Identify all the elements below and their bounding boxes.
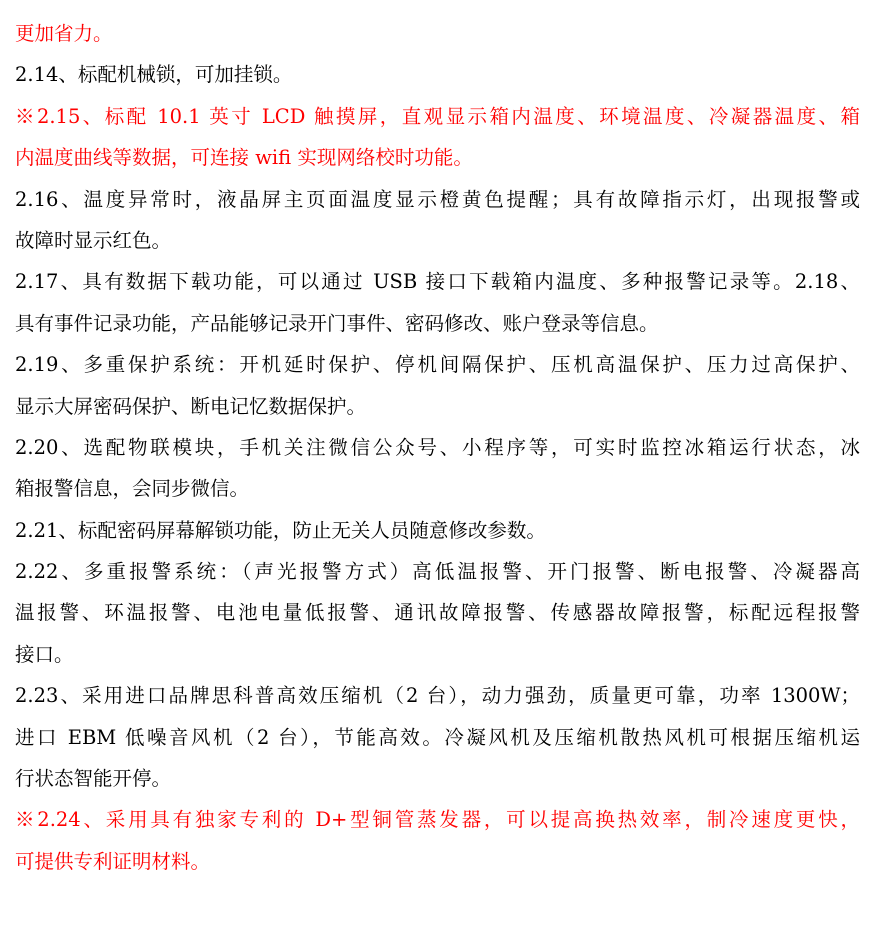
- text-line: 2.19、多重保护系统：开机延时保护、停机间隔保护、压机高温保护、压力过高保护、: [15, 353, 860, 377]
- text-line: 故障时显示红色。: [15, 228, 172, 252]
- text-line: 2.23、采用进口品牌思科普高效压缩机（2 台），动力强劲，质量更可靠，功率 1300W；: [15, 684, 860, 708]
- text-line: 具有事件记录功能，产品能够记录开门事件、密码修改、账户登录等信息。: [15, 311, 659, 335]
- text-line: 箱报警信息，会同步微信。: [15, 477, 250, 501]
- text-line: 进口 EBM 低噪音风机（2 台），节能高效。冷凝风机及压缩机散热风机可根据压缩机运: [15, 725, 860, 749]
- text-line: 更加省力。: [15, 22, 113, 45]
- text-line: 行状态智能开停。: [15, 767, 172, 791]
- text-line: 可提供专利证明材料。: [15, 849, 211, 873]
- text-line: 2.20、选配物联模块，手机关注微信公众号、小程序等，可实时监控冰箱运行状态，冰: [15, 435, 860, 459]
- text-line: ※2.24、采用具有独家专利的 D+型铜管蒸发器，可以提高换热效率，制冷速度更快，: [15, 808, 860, 832]
- text-line: 2.22、多重报警系统：（声光报警方式）高低温报警、开门报警、断电报警、冷凝器高: [15, 560, 860, 584]
- text-line: 2.21、标配密码屏幕解锁功能，防止无关人员随意修改参数。: [15, 518, 546, 542]
- text-line: 接口。: [15, 642, 74, 666]
- text-line: 2.16、温度异常时，液晶屏主页面温度显示橙黄色提醒；具有故障指示灯，出现报警或: [15, 187, 860, 211]
- text-line: 2.14、标配机械锁，可加挂锁。: [15, 63, 293, 87]
- text-line: 显示大屏密码保护、断电记忆数据保护。: [15, 394, 367, 418]
- text-line: 温报警、环温报警、电池电量低报警、通讯故障报警、传感器故障报警，标配远程报警: [15, 601, 860, 625]
- text-line: 内温度曲线等数据，可连接 wifi 实现网络校时功能。: [15, 146, 473, 170]
- text-line: 2.17、具有数据下载功能，可以通过 USB 接口下载箱内温度、多种报警记录等。2.18、: [15, 270, 860, 294]
- text-line: ※2.15、标配 10.1 英寸 LCD 触摸屏，直观显示箱内温度、环境温度、冷凝器温度、箱: [15, 104, 860, 128]
- document-body: [15, 13, 860, 882]
